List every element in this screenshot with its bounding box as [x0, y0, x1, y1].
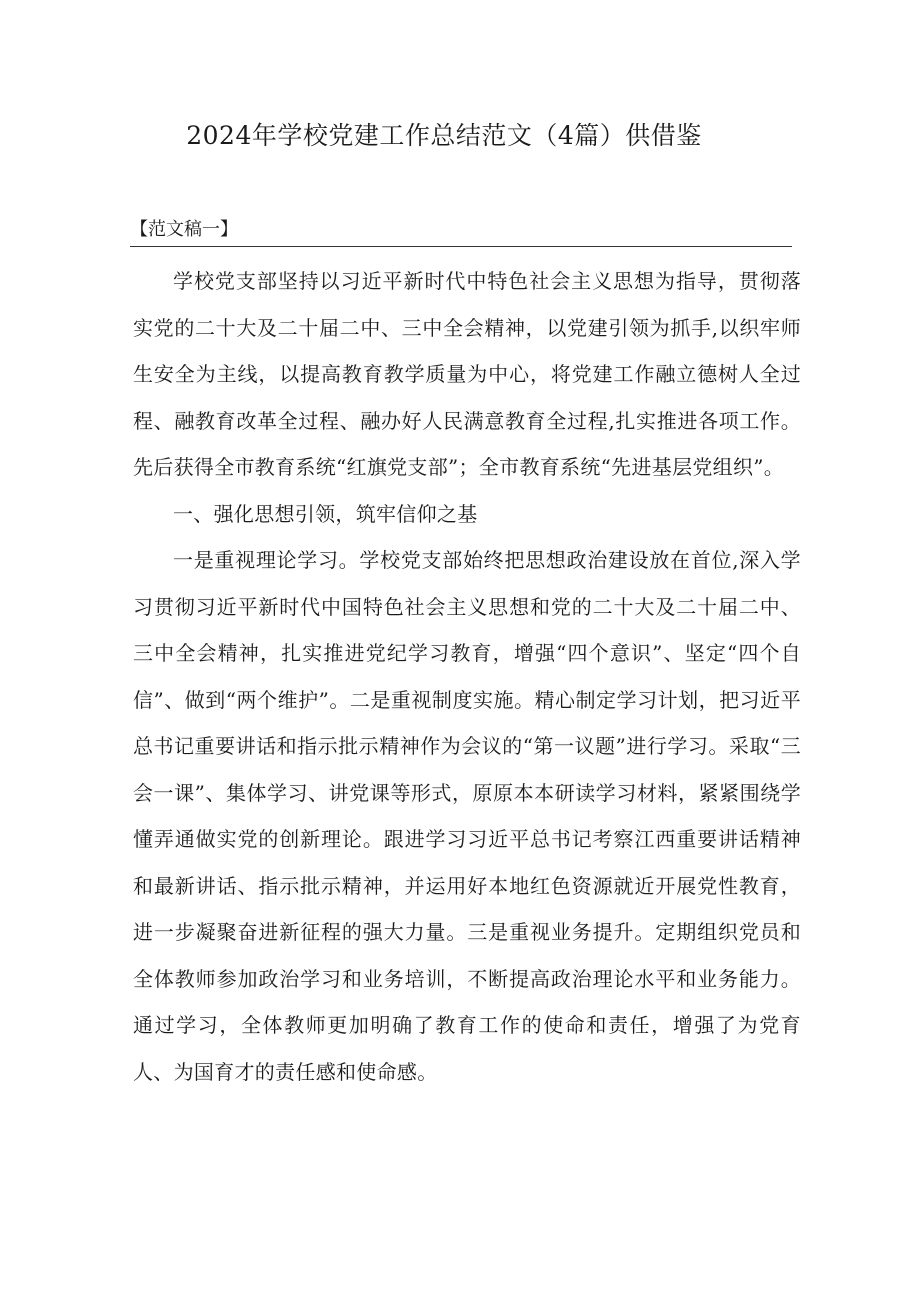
paragraph-intro: 学校党支部坚持以习近平新时代中特色社会主义思想为指导，贯彻落实党的二十大及二十届二中、三中全会精神，以党建引领为抓手,以织牢师生安全为主线，以提高教育教学质量为中心，将党建工作融立德树人全过程、融教育改革全过程、融办好人民满意教育全过程,扎实推进各项工作。先后获得全市教育系统“红旗党支部”；全市教育系统“先进基层党组织”。: [133, 269, 801, 479]
section-tag: 【范文稿一】: [130, 219, 238, 240]
document-title: 2024年学校党建工作总结范文（4篇）供借鉴: [186, 121, 702, 150]
paragraph-theory-study: 一是重视理论学习。学校党支部始终把思想政治建设放在首位,深入学习贯彻习近平新时代中国特色社会主义思想和党的二十大及二十届二中、三中全会精神，扎实推进党纪学习教育，增强“四个意识”、坚定“四个自信”、做到“两个维护”。二是重视制度实施。精心制定学习计划，把习近平总书记重要讲话和指示批示精神作为会议的“第一议题”进行学习。采取“三会一课”、集体学习、讲党课等形式，原原本本研读学习材料，紧紧围绕学懂弄通做实党的创新理论。跟进学习习近平总书记考察江西重要讲话精神和最新讲话、指示批示精神，并运用好本地红色资源就近开展党性教育，进一步凝聚奋进新征程的强大力量。三是重视业务提升。定期组织党员和全体教师参加政治学习和业务培训，不断提高政治理论水平和业务能力。通过学习，全体教师更加明确了教育工作的使命和责任，增强了为党育人、为国育才的责任感和使命感。: [133, 548, 801, 1084]
divider-line: [130, 246, 792, 247]
section-heading: 一、强化思想引领，筑牢信仰之基: [173, 501, 478, 526]
document-body: [133, 258, 801, 1095]
